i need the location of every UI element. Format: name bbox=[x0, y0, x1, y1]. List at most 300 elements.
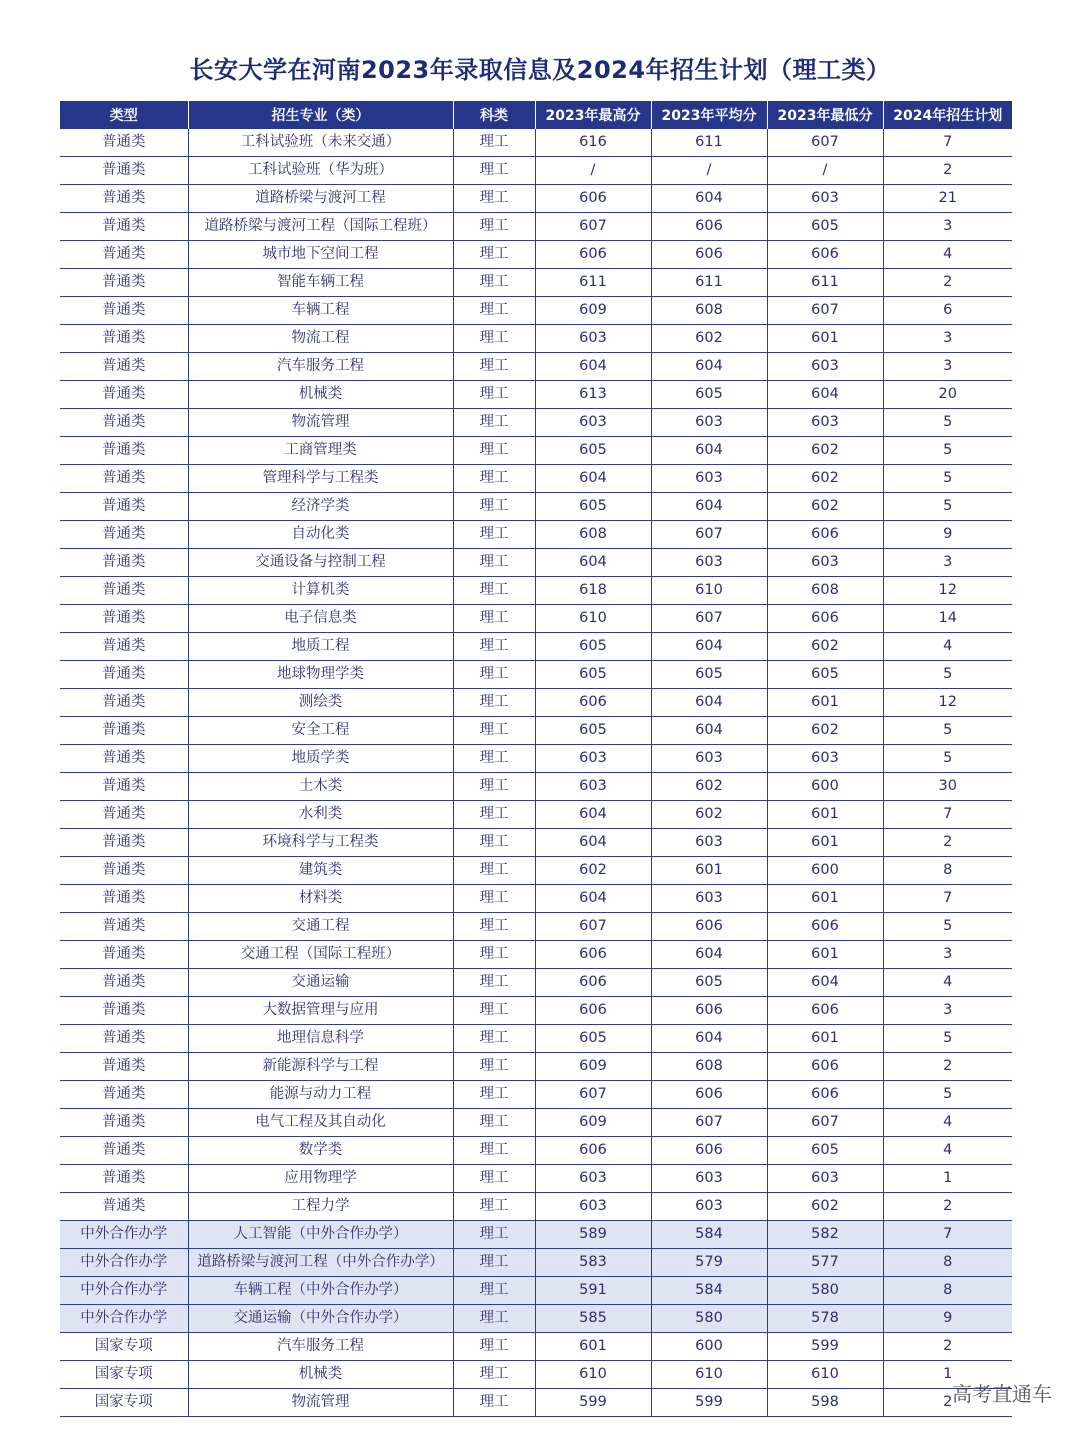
min-score-cell: 602 bbox=[767, 493, 883, 521]
avg-score-cell: 579 bbox=[651, 1249, 767, 1277]
min-score-cell: 610 bbox=[767, 1361, 883, 1389]
min-score-cell: 602 bbox=[767, 465, 883, 493]
table-row bbox=[60, 1025, 1012, 1053]
major-cell: 交通运输 bbox=[188, 969, 453, 997]
major-cell: 新能源科学与工程 bbox=[188, 1053, 453, 1081]
max-score-cell: 610 bbox=[535, 1361, 651, 1389]
subject-cell: 理工 bbox=[453, 1221, 535, 1249]
watermark: 高考直通车 bbox=[952, 1382, 1052, 1406]
avg-score-cell: 604 bbox=[651, 437, 767, 465]
min-score-cell: 604 bbox=[767, 969, 883, 997]
table-row bbox=[60, 1165, 1012, 1193]
max-score-cell: 606 bbox=[535, 241, 651, 269]
subject-cell: 理工 bbox=[453, 353, 535, 381]
avg-score-cell: 601 bbox=[651, 857, 767, 885]
major-cell: 机械类 bbox=[188, 1361, 453, 1389]
major-cell: 汽车服务工程 bbox=[188, 353, 453, 381]
major-cell: 材料类 bbox=[188, 885, 453, 913]
type-cell: 普通类 bbox=[60, 381, 188, 409]
subject-cell: 理工 bbox=[453, 213, 535, 241]
table-row bbox=[60, 969, 1012, 997]
max-score-cell: 609 bbox=[535, 1109, 651, 1137]
major-cell: 电气工程及其自动化 bbox=[188, 1109, 453, 1137]
major-cell: 管理科学与工程类 bbox=[188, 465, 453, 493]
table-row bbox=[60, 1361, 1012, 1389]
table-row bbox=[60, 521, 1012, 549]
avg-score-cell: 602 bbox=[651, 325, 767, 353]
type-cell: 普通类 bbox=[60, 969, 188, 997]
column-header: 2023年最低分 bbox=[767, 101, 883, 129]
avg-score-cell: 604 bbox=[651, 633, 767, 661]
type-cell: 中外合作办学 bbox=[60, 1305, 188, 1333]
type-cell: 普通类 bbox=[60, 773, 188, 801]
plan-cell: 5 bbox=[883, 1081, 1012, 1109]
table-row bbox=[60, 241, 1012, 269]
subject-cell: 理工 bbox=[453, 689, 535, 717]
max-score-cell: 607 bbox=[535, 913, 651, 941]
plan-cell: 3 bbox=[883, 325, 1012, 353]
subject-cell: 理工 bbox=[453, 409, 535, 437]
type-cell: 普通类 bbox=[60, 689, 188, 717]
major-cell: 土木类 bbox=[188, 773, 453, 801]
table-row bbox=[60, 1053, 1012, 1081]
min-score-cell: 601 bbox=[767, 941, 883, 969]
subject-cell: 理工 bbox=[453, 493, 535, 521]
avg-score-cell: 603 bbox=[651, 829, 767, 857]
min-score-cell: 602 bbox=[767, 437, 883, 465]
table-row bbox=[60, 1277, 1012, 1305]
max-score-cell: 603 bbox=[535, 409, 651, 437]
max-score-cell: 606 bbox=[535, 689, 651, 717]
min-score-cell: 604 bbox=[767, 381, 883, 409]
table-row bbox=[60, 1221, 1012, 1249]
max-score-cell: 606 bbox=[535, 969, 651, 997]
type-cell: 普通类 bbox=[60, 1137, 188, 1165]
min-score-cell: 606 bbox=[767, 241, 883, 269]
subject-cell: 理工 bbox=[453, 1053, 535, 1081]
plan-cell: 7 bbox=[883, 885, 1012, 913]
max-score-cell: 604 bbox=[535, 801, 651, 829]
plan-cell: 14 bbox=[883, 605, 1012, 633]
max-score-cell: 616 bbox=[535, 129, 651, 157]
max-score-cell: 603 bbox=[535, 1165, 651, 1193]
avg-score-cell: 603 bbox=[651, 745, 767, 773]
min-score-cell: 602 bbox=[767, 1193, 883, 1221]
max-score-cell: 606 bbox=[535, 941, 651, 969]
max-score-cell: 618 bbox=[535, 577, 651, 605]
type-cell: 普通类 bbox=[60, 437, 188, 465]
plan-cell: 5 bbox=[883, 745, 1012, 773]
type-cell: 普通类 bbox=[60, 661, 188, 689]
plan-cell: 4 bbox=[883, 969, 1012, 997]
plan-cell: 30 bbox=[883, 773, 1012, 801]
plan-cell: 8 bbox=[883, 1249, 1012, 1277]
type-cell: 普通类 bbox=[60, 297, 188, 325]
major-cell: 交通设备与控制工程 bbox=[188, 549, 453, 577]
subject-cell: 理工 bbox=[453, 185, 535, 213]
subject-cell: 理工 bbox=[453, 1109, 535, 1137]
min-score-cell: 580 bbox=[767, 1277, 883, 1305]
avg-score-cell: 602 bbox=[651, 773, 767, 801]
subject-cell: 理工 bbox=[453, 1361, 535, 1389]
major-cell: 建筑类 bbox=[188, 857, 453, 885]
type-cell: 普通类 bbox=[60, 129, 188, 157]
subject-cell: 理工 bbox=[453, 521, 535, 549]
major-cell: 交通工程（国际工程班） bbox=[188, 941, 453, 969]
plan-cell: 8 bbox=[883, 1277, 1012, 1305]
avg-score-cell: 610 bbox=[651, 577, 767, 605]
column-header: 2024年招生计划 bbox=[883, 101, 1012, 129]
type-cell: 普通类 bbox=[60, 157, 188, 185]
min-score-cell: 602 bbox=[767, 633, 883, 661]
major-cell: 工科试验班（未来交通） bbox=[188, 129, 453, 157]
avg-score-cell: / bbox=[651, 157, 767, 185]
avg-score-cell: 584 bbox=[651, 1277, 767, 1305]
subject-cell: 理工 bbox=[453, 829, 535, 857]
type-cell: 中外合作办学 bbox=[60, 1221, 188, 1249]
max-score-cell: 610 bbox=[535, 605, 651, 633]
subject-cell: 理工 bbox=[453, 1277, 535, 1305]
max-score-cell: 604 bbox=[535, 885, 651, 913]
subject-cell: 理工 bbox=[453, 465, 535, 493]
subject-cell: 理工 bbox=[453, 773, 535, 801]
avg-score-cell: 604 bbox=[651, 185, 767, 213]
type-cell: 普通类 bbox=[60, 1053, 188, 1081]
min-score-cell: 606 bbox=[767, 521, 883, 549]
table-row bbox=[60, 913, 1012, 941]
major-cell: 安全工程 bbox=[188, 717, 453, 745]
max-score-cell: 605 bbox=[535, 493, 651, 521]
table-row bbox=[60, 1137, 1012, 1165]
type-cell: 普通类 bbox=[60, 185, 188, 213]
plan-cell: 9 bbox=[883, 521, 1012, 549]
max-score-cell: 607 bbox=[535, 1081, 651, 1109]
major-cell: 机械类 bbox=[188, 381, 453, 409]
type-cell: 国家专项 bbox=[60, 1389, 188, 1417]
table-row bbox=[60, 157, 1012, 185]
min-score-cell: 599 bbox=[767, 1333, 883, 1361]
avg-score-cell: 604 bbox=[651, 941, 767, 969]
column-header: 2023年最高分 bbox=[535, 101, 651, 129]
subject-cell: 理工 bbox=[453, 717, 535, 745]
type-cell: 普通类 bbox=[60, 213, 188, 241]
plan-cell: 12 bbox=[883, 689, 1012, 717]
max-score-cell: 605 bbox=[535, 1025, 651, 1053]
table-row bbox=[60, 689, 1012, 717]
min-score-cell: 601 bbox=[767, 689, 883, 717]
major-cell: 电子信息类 bbox=[188, 605, 453, 633]
min-score-cell: 601 bbox=[767, 801, 883, 829]
major-cell: 水利类 bbox=[188, 801, 453, 829]
min-score-cell: 603 bbox=[767, 353, 883, 381]
min-score-cell: 577 bbox=[767, 1249, 883, 1277]
avg-score-cell: 605 bbox=[651, 381, 767, 409]
major-cell: 能源与动力工程 bbox=[188, 1081, 453, 1109]
avg-score-cell: 611 bbox=[651, 129, 767, 157]
min-score-cell: 611 bbox=[767, 269, 883, 297]
type-cell: 国家专项 bbox=[60, 1361, 188, 1389]
max-score-cell: 603 bbox=[535, 745, 651, 773]
table-row bbox=[60, 1333, 1012, 1361]
subject-cell: 理工 bbox=[453, 801, 535, 829]
type-cell: 普通类 bbox=[60, 717, 188, 745]
min-score-cell: / bbox=[767, 157, 883, 185]
table-row bbox=[60, 185, 1012, 213]
major-cell: 车辆工程（中外合作办学） bbox=[188, 1277, 453, 1305]
table-row bbox=[60, 1305, 1012, 1333]
table-row bbox=[60, 605, 1012, 633]
plan-cell: 7 bbox=[883, 1221, 1012, 1249]
table-row bbox=[60, 325, 1012, 353]
plan-cell: 5 bbox=[883, 409, 1012, 437]
plan-cell: 8 bbox=[883, 857, 1012, 885]
major-cell: 物流管理 bbox=[188, 409, 453, 437]
table-row bbox=[60, 885, 1012, 913]
max-score-cell: 602 bbox=[535, 857, 651, 885]
plan-cell: 4 bbox=[883, 1109, 1012, 1137]
major-cell: 地球物理学类 bbox=[188, 661, 453, 689]
min-score-cell: 600 bbox=[767, 857, 883, 885]
min-score-cell: 601 bbox=[767, 829, 883, 857]
avg-score-cell: 603 bbox=[651, 465, 767, 493]
table-row bbox=[60, 465, 1012, 493]
major-cell: 应用物理学 bbox=[188, 1165, 453, 1193]
plan-cell: 2 bbox=[883, 1053, 1012, 1081]
min-score-cell: 605 bbox=[767, 213, 883, 241]
subject-cell: 理工 bbox=[453, 325, 535, 353]
avg-score-cell: 603 bbox=[651, 885, 767, 913]
subject-cell: 理工 bbox=[453, 1137, 535, 1165]
admission-table bbox=[60, 101, 1012, 1417]
avg-score-cell: 606 bbox=[651, 241, 767, 269]
type-cell: 普通类 bbox=[60, 577, 188, 605]
column-header: 2023年平均分 bbox=[651, 101, 767, 129]
subject-cell: 理工 bbox=[453, 129, 535, 157]
avg-score-cell: 606 bbox=[651, 1081, 767, 1109]
column-header: 类型 bbox=[60, 101, 188, 129]
major-cell: 交通运输（中外合作办学） bbox=[188, 1305, 453, 1333]
avg-score-cell: 604 bbox=[651, 689, 767, 717]
min-score-cell: 602 bbox=[767, 717, 883, 745]
max-score-cell: 606 bbox=[535, 997, 651, 1025]
max-score-cell: 604 bbox=[535, 465, 651, 493]
avg-score-cell: 607 bbox=[651, 605, 767, 633]
plan-cell: 5 bbox=[883, 1025, 1012, 1053]
major-cell: 道路桥梁与渡河工程 bbox=[188, 185, 453, 213]
avg-score-cell: 604 bbox=[651, 353, 767, 381]
major-cell: 人工智能（中外合作办学） bbox=[188, 1221, 453, 1249]
min-score-cell: 603 bbox=[767, 549, 883, 577]
type-cell: 普通类 bbox=[60, 857, 188, 885]
avg-score-cell: 605 bbox=[651, 661, 767, 689]
max-score-cell: 611 bbox=[535, 269, 651, 297]
max-score-cell: 603 bbox=[535, 325, 651, 353]
subject-cell: 理工 bbox=[453, 549, 535, 577]
min-score-cell: 606 bbox=[767, 913, 883, 941]
subject-cell: 理工 bbox=[453, 437, 535, 465]
avg-score-cell: 608 bbox=[651, 1053, 767, 1081]
avg-score-cell: 606 bbox=[651, 997, 767, 1025]
major-cell: 交通工程 bbox=[188, 913, 453, 941]
type-cell: 普通类 bbox=[60, 1081, 188, 1109]
type-cell: 普通类 bbox=[60, 997, 188, 1025]
table-row bbox=[60, 549, 1012, 577]
table-row bbox=[60, 493, 1012, 521]
min-score-cell: 603 bbox=[767, 1165, 883, 1193]
type-cell: 普通类 bbox=[60, 941, 188, 969]
avg-score-cell: 604 bbox=[651, 493, 767, 521]
max-score-cell: 601 bbox=[535, 1333, 651, 1361]
major-cell: 数学类 bbox=[188, 1137, 453, 1165]
subject-cell: 理工 bbox=[453, 661, 535, 689]
max-score-cell: 613 bbox=[535, 381, 651, 409]
type-cell: 普通类 bbox=[60, 633, 188, 661]
table-row bbox=[60, 717, 1012, 745]
max-score-cell: 605 bbox=[535, 633, 651, 661]
table-row bbox=[60, 1081, 1012, 1109]
min-score-cell: 606 bbox=[767, 997, 883, 1025]
avg-score-cell: 580 bbox=[651, 1305, 767, 1333]
min-score-cell: 598 bbox=[767, 1389, 883, 1417]
table-row bbox=[60, 437, 1012, 465]
major-cell: 经济学类 bbox=[188, 493, 453, 521]
plan-cell: 7 bbox=[883, 129, 1012, 157]
subject-cell: 理工 bbox=[453, 1389, 535, 1417]
type-cell: 中外合作办学 bbox=[60, 1277, 188, 1305]
min-score-cell: 607 bbox=[767, 297, 883, 325]
type-cell: 普通类 bbox=[60, 521, 188, 549]
table-body bbox=[60, 129, 1012, 1417]
max-score-cell: 604 bbox=[535, 549, 651, 577]
type-cell: 普通类 bbox=[60, 493, 188, 521]
table-row bbox=[60, 633, 1012, 661]
type-cell: 普通类 bbox=[60, 353, 188, 381]
type-cell: 普通类 bbox=[60, 465, 188, 493]
avg-score-cell: 604 bbox=[651, 1025, 767, 1053]
plan-cell: 21 bbox=[883, 185, 1012, 213]
plan-cell: 3 bbox=[883, 213, 1012, 241]
max-score-cell: 603 bbox=[535, 1193, 651, 1221]
type-cell: 普通类 bbox=[60, 241, 188, 269]
max-score-cell: 583 bbox=[535, 1249, 651, 1277]
major-cell: 汽车服务工程 bbox=[188, 1333, 453, 1361]
major-cell: 城市地下空间工程 bbox=[188, 241, 453, 269]
plan-cell: 5 bbox=[883, 913, 1012, 941]
max-score-cell: / bbox=[535, 157, 651, 185]
plan-cell: 12 bbox=[883, 577, 1012, 605]
subject-cell: 理工 bbox=[453, 269, 535, 297]
avg-score-cell: 605 bbox=[651, 969, 767, 997]
table-row bbox=[60, 661, 1012, 689]
avg-score-cell: 607 bbox=[651, 1109, 767, 1137]
type-cell: 普通类 bbox=[60, 1165, 188, 1193]
max-score-cell: 585 bbox=[535, 1305, 651, 1333]
type-cell: 普通类 bbox=[60, 605, 188, 633]
table-header-row bbox=[60, 101, 1012, 129]
table-row bbox=[60, 353, 1012, 381]
plan-cell: 5 bbox=[883, 493, 1012, 521]
plan-cell: 2 bbox=[883, 1193, 1012, 1221]
plan-cell: 4 bbox=[883, 1137, 1012, 1165]
type-cell: 普通类 bbox=[60, 885, 188, 913]
max-score-cell: 604 bbox=[535, 353, 651, 381]
subject-cell: 理工 bbox=[453, 997, 535, 1025]
avg-score-cell: 606 bbox=[651, 1137, 767, 1165]
column-header: 招生专业（类） bbox=[188, 101, 453, 129]
subject-cell: 理工 bbox=[453, 157, 535, 185]
type-cell: 普通类 bbox=[60, 1025, 188, 1053]
table-row bbox=[60, 381, 1012, 409]
table-row bbox=[60, 1389, 1012, 1417]
major-cell: 地质工程 bbox=[188, 633, 453, 661]
min-score-cell: 601 bbox=[767, 1025, 883, 1053]
min-score-cell: 606 bbox=[767, 605, 883, 633]
table-row bbox=[60, 745, 1012, 773]
major-cell: 物流管理 bbox=[188, 1389, 453, 1417]
table-row bbox=[60, 213, 1012, 241]
type-cell: 普通类 bbox=[60, 1193, 188, 1221]
column-header: 科类 bbox=[453, 101, 535, 129]
avg-score-cell: 606 bbox=[651, 213, 767, 241]
min-score-cell: 605 bbox=[767, 661, 883, 689]
plan-cell: 3 bbox=[883, 549, 1012, 577]
major-cell: 道路桥梁与渡河工程（中外合作办学） bbox=[188, 1249, 453, 1277]
max-score-cell: 589 bbox=[535, 1221, 651, 1249]
max-score-cell: 608 bbox=[535, 521, 651, 549]
min-score-cell: 582 bbox=[767, 1221, 883, 1249]
table-row bbox=[60, 269, 1012, 297]
subject-cell: 理工 bbox=[453, 1025, 535, 1053]
plan-cell: 5 bbox=[883, 437, 1012, 465]
plan-cell: 9 bbox=[883, 1305, 1012, 1333]
major-cell: 道路桥梁与渡河工程（国际工程班） bbox=[188, 213, 453, 241]
min-score-cell: 578 bbox=[767, 1305, 883, 1333]
plan-cell: 3 bbox=[883, 997, 1012, 1025]
table-row bbox=[60, 773, 1012, 801]
type-cell: 普通类 bbox=[60, 269, 188, 297]
min-score-cell: 603 bbox=[767, 185, 883, 213]
plan-cell: 7 bbox=[883, 801, 1012, 829]
major-cell: 地理信息科学 bbox=[188, 1025, 453, 1053]
table-row bbox=[60, 829, 1012, 857]
type-cell: 普通类 bbox=[60, 829, 188, 857]
subject-cell: 理工 bbox=[453, 1081, 535, 1109]
avg-score-cell: 603 bbox=[651, 549, 767, 577]
max-score-cell: 609 bbox=[535, 1053, 651, 1081]
avg-score-cell: 603 bbox=[651, 1165, 767, 1193]
type-cell: 普通类 bbox=[60, 549, 188, 577]
table-row bbox=[60, 941, 1012, 969]
plan-cell: 5 bbox=[883, 465, 1012, 493]
major-cell: 车辆工程 bbox=[188, 297, 453, 325]
table-row bbox=[60, 1249, 1012, 1277]
plan-cell: 1 bbox=[883, 1165, 1012, 1193]
plan-cell: 5 bbox=[883, 717, 1012, 745]
table-row bbox=[60, 129, 1012, 157]
max-score-cell: 607 bbox=[535, 213, 651, 241]
plan-cell: 20 bbox=[883, 381, 1012, 409]
max-score-cell: 605 bbox=[535, 661, 651, 689]
table-row bbox=[60, 577, 1012, 605]
subject-cell: 理工 bbox=[453, 1165, 535, 1193]
min-score-cell: 605 bbox=[767, 1137, 883, 1165]
major-cell: 地质学类 bbox=[188, 745, 453, 773]
max-score-cell: 605 bbox=[535, 437, 651, 465]
type-cell: 普通类 bbox=[60, 801, 188, 829]
major-cell: 测绘类 bbox=[188, 689, 453, 717]
subject-cell: 理工 bbox=[453, 1193, 535, 1221]
max-score-cell: 603 bbox=[535, 773, 651, 801]
